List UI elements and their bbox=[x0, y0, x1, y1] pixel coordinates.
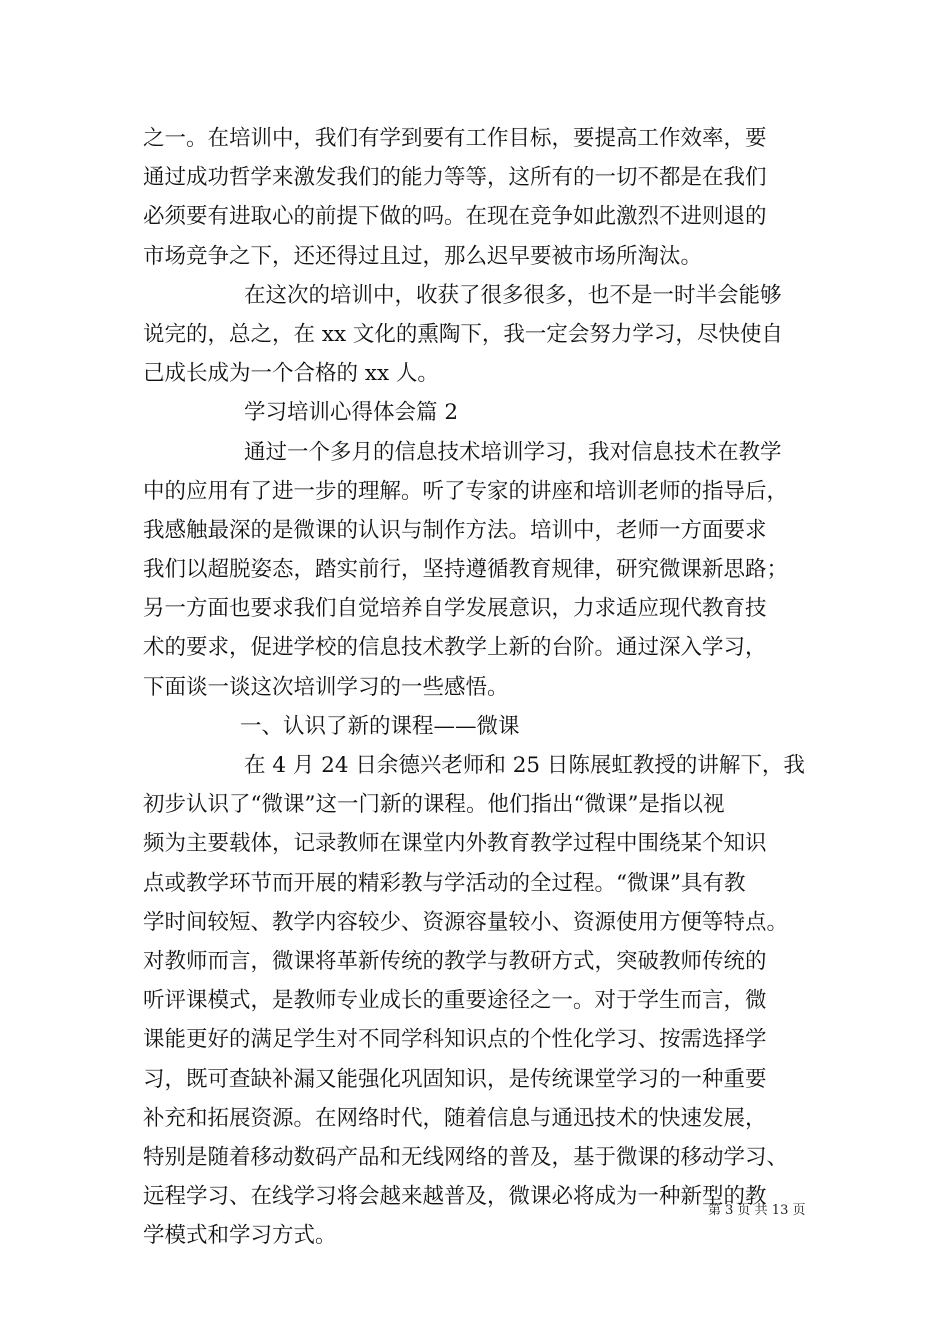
text-line: 特别是随着移动数码产品和无线网络的普及，基于微课的移动学习、 bbox=[143, 1144, 789, 1170]
text-line: 下面谈一谈这次培训学习的一些感悟。 bbox=[143, 674, 509, 700]
text-line: 初步认识了“微课”这一门新的课程。他们指出“微课”是指以视 bbox=[143, 792, 725, 818]
text-line: 我感触最深的是微课的认识与制作方法。培训中，老师一方面要求 bbox=[143, 517, 767, 543]
section-heading: 一、认识了新的课程——微课 bbox=[240, 713, 520, 739]
page-number-footer: 第 3 页 共 13 页 bbox=[708, 1203, 806, 1218]
text-line: 术的要求，促进学校的信息技术教学上新的台阶。通过深入学习， bbox=[143, 635, 767, 661]
paragraph-start: 通过一个多月的信息技术培训学习，我对信息技术在教学 bbox=[244, 439, 782, 465]
text-line: 说完的，总之，在 xx 文化的熏陶下，我一定会努力学习，尽快使自 bbox=[143, 321, 783, 347]
text-line: 补充和拓展资源。在网络时代，随着信息与通迅技术的快速发展， bbox=[143, 1105, 767, 1131]
text-line: 学时间较短、教学内容较少、资源容量较小、资源使用方便等特点。 bbox=[143, 909, 789, 935]
text-line: 市场竞争之下，还还得过且过，那么迟早要被市场所淘汰。 bbox=[143, 243, 703, 269]
text-line: 中的应用有了进一步的理解。听了专家的讲座和培训老师的指导后， bbox=[143, 478, 789, 504]
text-line: 频为主要载体，记录教师在课堂内外教育教学过程中围绕某个知识 bbox=[143, 831, 767, 857]
text-line: 远程学习、在线学习将会越来越普及，微课必将成为一种新型的教 bbox=[143, 1184, 767, 1210]
page-body bbox=[143, 119, 823, 1255]
text-line: 听评课模式，是教师专业成长的重要途径之一。对于学生而言，微 bbox=[143, 988, 767, 1014]
paragraph-start: 在这次的培训中，收获了很多很多，也不是一时半会能够 bbox=[244, 282, 782, 308]
text-line: 之一。在培训中，我们有学到要有工作目标，要提高工作效率，要 bbox=[143, 126, 767, 151]
text-line: 通过成功哲学来激发我们的能力等等，这所有的一切不都是在我们 bbox=[143, 165, 767, 191]
text-line: 必须要有进取心的前提下做的吗。在现在竞争如此激烈不进则退的 bbox=[143, 204, 767, 230]
text-line: 对教师而言，微课将革新传统的教学与教研方式，突破教师传统的 bbox=[143, 948, 767, 974]
text-line: 点或教学环节而开展的精彩教与学活动的全过程。“微课”具有教 bbox=[143, 870, 746, 896]
text-line: 我们以超脱姿态，踏实前行，坚持遵循教育规律，研究微课新思路； bbox=[143, 557, 789, 583]
text-line: 习，既可查缺补漏又能强化巩固知识，是传统课堂学习的一种重要 bbox=[143, 1066, 767, 1092]
paragraph-start: 在 4 月 24 日余德兴老师和 25 日陈展虹教授的讲解下，我 bbox=[244, 753, 805, 778]
text-line: 学模式和学习方式。 bbox=[143, 1223, 337, 1249]
text-line: 另一方面也要求我们自觉培养自学发展意识，力求适应现代教育技 bbox=[143, 596, 767, 622]
text-line: 己成长成为一个合格的 xx 人。 bbox=[143, 361, 439, 387]
text-line: 课能更好的满足学生对不同学科知识点的个性化学习、按需选择学 bbox=[143, 1027, 767, 1053]
section-title: 学习培训心得体会篇 2 bbox=[244, 400, 459, 426]
